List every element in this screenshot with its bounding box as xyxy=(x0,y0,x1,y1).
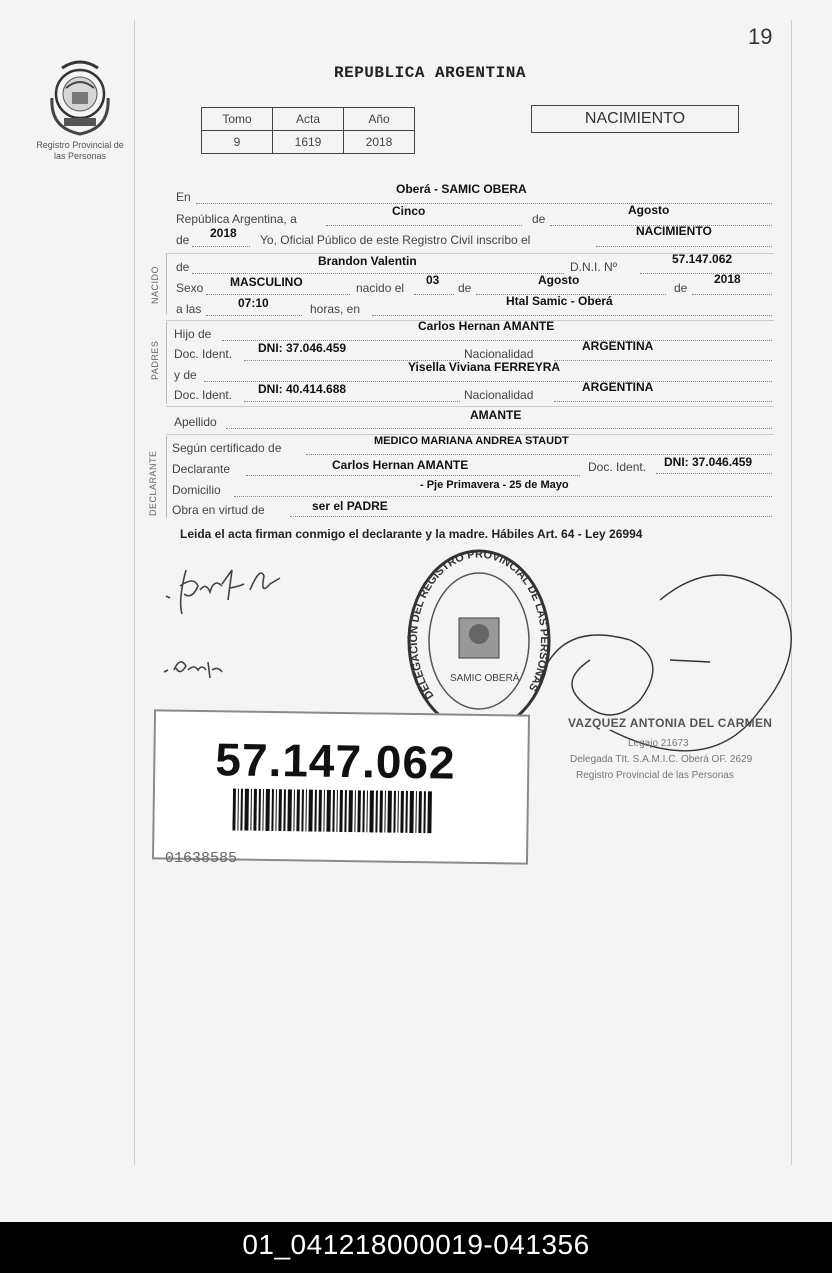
dotted-line xyxy=(554,401,772,402)
record-table-header: Acta xyxy=(273,108,344,131)
dotted-line xyxy=(244,401,460,402)
record-table-cell: 2018 xyxy=(344,131,415,154)
mother-nationality: ARGENTINA xyxy=(582,380,654,394)
mother-name: Yisella Viviana FERREYRA xyxy=(408,360,561,374)
event-value: NACIMIENTO xyxy=(636,224,712,238)
signature-icon xyxy=(160,560,300,625)
year-value: 2018 xyxy=(210,226,237,240)
certificate-value: MEDICO MARIANA ANDREA STAUDT xyxy=(374,435,569,447)
birth-year: 2018 xyxy=(714,272,741,286)
barcode-icon xyxy=(232,788,433,833)
reason-label: Obra en virtud de xyxy=(172,503,265,517)
record-table-cell: 1619 xyxy=(273,131,344,154)
address-label: Domicilio xyxy=(172,483,221,497)
son-of-label: Hijo de xyxy=(174,327,212,341)
dotted-line xyxy=(234,496,772,497)
seal-inner-text: SAMIC OBERÁ xyxy=(450,673,520,684)
official-name: VAZQUEZ ANTONIA DEL CARMEN xyxy=(568,716,773,730)
declarante-section-label: DECLARANTE xyxy=(148,450,158,516)
birth-day: 03 xyxy=(426,273,440,287)
closing-text: Leida el acta firman conmigo el declarante y la madre. Hábiles Art. 64 - Ley 26994 xyxy=(180,527,643,541)
birth-place: Htal Samic - Oberá xyxy=(506,294,613,308)
nacido-section-label: NACIDO xyxy=(150,265,160,304)
document-title: REPUBLICA ARGENTINA xyxy=(334,64,526,82)
surname-value: AMANTE xyxy=(470,408,522,422)
child-dni: 57.147.062 xyxy=(672,252,733,266)
seal-icon xyxy=(404,546,554,736)
dotted-line xyxy=(206,315,302,316)
date-month: Agosto xyxy=(628,203,670,217)
serial-number: 01638585 xyxy=(165,850,238,867)
mother-nationality-label: Nacionalidad xyxy=(464,388,534,402)
child-name-label: de xyxy=(176,260,190,274)
sticker-number: 57.147.062 xyxy=(215,733,456,789)
father-id: DNI: 37.046.459 xyxy=(258,341,347,355)
section-divider xyxy=(166,436,167,518)
mother-id: DNI: 40.414.688 xyxy=(258,382,347,396)
official-delegation: Delegada TIt. S.A.M.I.C. Oberá OF. 2629 xyxy=(570,754,753,765)
dotted-line xyxy=(372,315,772,316)
dotted-line xyxy=(196,203,772,204)
birth-de-label: de xyxy=(458,281,472,295)
footer-code: 01_041218000019-041356 xyxy=(0,1222,832,1273)
father-nationality-label: Nacionalidad xyxy=(464,347,534,361)
declarant-name: Carlos Hernan AMANTE xyxy=(332,458,469,472)
record-table-header: Año xyxy=(344,108,415,131)
section-divider xyxy=(166,254,167,314)
officer-statement: Yo, Oficial Público de este Registro Civil inscribo el xyxy=(260,233,531,247)
mother-id-label: Doc. Ident. xyxy=(174,388,233,402)
record-table-header: Tomo xyxy=(202,108,273,131)
certificate-label: Según certificado de xyxy=(172,441,282,455)
padres-section-label: PADRES xyxy=(150,340,160,380)
registry-label: Registro Provincial de las Personas xyxy=(36,140,124,161)
signature-icon xyxy=(160,648,230,693)
official-registry: Registro Provincial de las Personas xyxy=(576,770,734,781)
child-name: Brandon Valentin xyxy=(318,254,417,268)
year-label: de xyxy=(176,233,190,247)
reason-value: ser el PADRE xyxy=(312,499,388,513)
declarant-label: Declarante xyxy=(172,462,231,476)
and-label: y de xyxy=(174,368,197,382)
dotted-line xyxy=(596,246,772,247)
dotted-line xyxy=(290,516,772,517)
signature-icon xyxy=(520,560,800,785)
birth-time: 07:10 xyxy=(238,296,269,310)
place-label: En xyxy=(176,190,191,204)
dotted-line xyxy=(226,428,772,429)
date-day: Cinco xyxy=(392,204,426,218)
record-type-box: NACIMIENTO xyxy=(531,105,739,133)
surname-label: Apellido xyxy=(174,415,217,429)
dotted-line xyxy=(640,273,772,274)
father-name: Carlos Hernan AMANTE xyxy=(418,319,555,333)
father-id-label: Doc. Ident. xyxy=(174,347,233,361)
dotted-line xyxy=(326,225,522,226)
sex-label: Sexo xyxy=(176,281,204,295)
official-legajo: Legajo 21673 xyxy=(628,738,689,749)
place-value: Oberá - SAMIC OBERA xyxy=(396,182,527,196)
record-table xyxy=(201,107,415,154)
section-rule xyxy=(166,406,774,407)
born-label: nacido el xyxy=(356,281,405,295)
time-label: a las xyxy=(176,302,202,316)
child-sex: MASCULINO xyxy=(230,275,303,289)
hours-label: horas, en xyxy=(310,302,361,316)
address-value: - Pje Primavera - 25 de Mayo xyxy=(420,479,569,491)
section-divider xyxy=(166,322,167,404)
declarant-id: DNI: 37.046.459 xyxy=(664,455,753,469)
dotted-line xyxy=(692,294,772,295)
dotted-line xyxy=(206,294,350,295)
dni-sticker xyxy=(152,709,530,864)
dni-label: D.N.I. Nº xyxy=(570,260,618,274)
record-table-cell: 9 xyxy=(202,131,273,154)
date-de-label: de xyxy=(532,212,546,226)
dotted-line xyxy=(656,473,772,474)
seal-ring-text: DELEGACIÓN DEL REGISTRO PROVINCIAL DE LAS PERSONAS xyxy=(407,548,551,702)
declarant-id-label: Doc. Ident. xyxy=(588,460,647,474)
dotted-line xyxy=(192,246,250,247)
father-nationality: ARGENTINA xyxy=(582,339,654,353)
dotted-line xyxy=(414,294,454,295)
date-label: República Argentina, a xyxy=(176,212,297,226)
dotted-line xyxy=(192,273,564,274)
dotted-line xyxy=(554,360,772,361)
birth-month: Agosto xyxy=(538,273,580,287)
birth-de-label: de xyxy=(674,281,688,295)
page-number: 19 xyxy=(748,24,773,49)
crest-icon xyxy=(42,58,118,138)
dotted-line xyxy=(246,475,580,476)
